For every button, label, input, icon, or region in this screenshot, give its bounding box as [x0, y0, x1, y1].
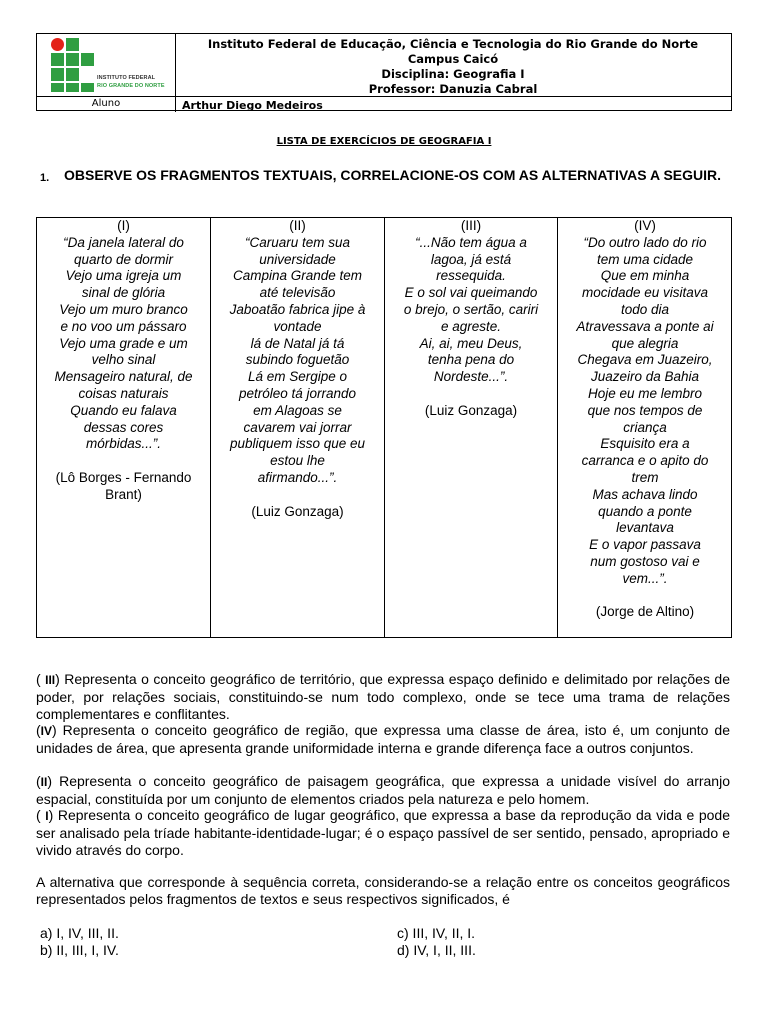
answer-mark[interactable]: I	[45, 809, 49, 823]
fragment-line: Campina Grande tem	[232, 268, 363, 284]
concept-item: ( I) Representa o conceito geográfico de lugar geográfico, que expressa a base da reprodução da vida e pode ser analisado pela tríade habitante-identidade-lugar; é o espaço passível de ser sentido, pensado, apropriado e vivido através do corpo.	[36, 807, 730, 858]
fragment-line: E o vapor passava	[589, 537, 701, 553]
question-instruction: A alternativa que corresponde à sequência correta, considerando-se a relação entre os conceitos geográficos representados pelos fragmentos de textos e seus respectivos significados, é	[36, 874, 730, 907]
fragment-line: “Da janela lateral do	[63, 234, 184, 250]
fragment-line: mórbidas...”.	[85, 436, 162, 452]
fragment-line: o brejo, o sertão, cariri	[403, 301, 539, 317]
professor-name: Professor: Danuzia Cabral	[368, 82, 538, 96]
fragment-line: tenha pena do	[427, 352, 515, 368]
fragment-column-4	[558, 218, 732, 637]
fragment-line: lá de Natal já tá	[250, 335, 345, 351]
page-title: LISTA DE EXERCÍCIOS DE GEOGRAFIA I	[276, 136, 492, 147]
fragment-line: num gostoso vai e	[590, 553, 700, 569]
institution-name: Instituto Federal de Educação, Ciência e Tecnologia do Rio Grande do Norte	[207, 37, 699, 51]
fragment-line: Vejo uma grade e um	[59, 335, 188, 351]
fragment-line: todo dia	[620, 301, 670, 317]
fragment-line: carranca e o apito do	[581, 453, 709, 469]
fragment-label: (IV)	[634, 218, 656, 233]
fragment-line: vem...”.	[622, 570, 668, 586]
answer-mark[interactable]: II	[40, 775, 48, 789]
fragment-line: Quando eu falava	[70, 402, 177, 418]
fragment-line: Lá em Sergipe o	[247, 369, 348, 385]
fragment-line: que alegria	[611, 335, 679, 351]
option-c[interactable]: c) III, IV, II, I.	[397, 925, 476, 941]
concept-item: ( III) Representa o conceito geográfico de território, que expressa espaço definido e delimitado por relações de poder, por relações sociais, constituindo-se num todo complexo, onde se tece uma trama de relações complementares e conflitantes.	[36, 671, 731, 722]
fragment-line: até televisão	[259, 285, 336, 301]
fragment-line: ressequida.	[436, 268, 506, 284]
discipline-name: Disciplina: Geografia I	[381, 67, 525, 81]
fragment-line: Atravessava a ponte ai	[576, 318, 714, 334]
fragment-line: criança	[623, 419, 667, 435]
fragment-label: (I)	[117, 218, 130, 233]
fragment-column-1	[37, 218, 210, 637]
answer-mark[interactable]: III	[45, 673, 56, 687]
logo-red-circle	[51, 38, 64, 51]
fragment-line: dessas cores	[83, 419, 164, 435]
fragment-line: que nos tempos de	[587, 402, 703, 418]
question-number: 1.	[40, 172, 50, 184]
fragment-line: Que em minha	[600, 268, 690, 284]
option-a[interactable]: a) I, IV, III, II.	[40, 925, 119, 941]
fragment-line: “Do outro lado do rio	[583, 234, 707, 250]
fragment-line: sinal de glória	[81, 285, 166, 301]
fragment-line: e agreste.	[440, 318, 502, 334]
fragment-line: Mensageiro natural, de	[54, 369, 193, 385]
fragment-author: (Jorge de Altino)	[595, 604, 695, 620]
fragment-line: coisas naturais	[78, 385, 169, 401]
fragment-line: e no voo um pássaro	[60, 318, 187, 334]
fragment-line: Jaboatão fabrica jipe à	[229, 301, 366, 317]
fragment-label: (II)	[289, 218, 306, 233]
fragment-line: estou lhe	[270, 453, 325, 469]
fragment-line: vontade	[273, 318, 322, 334]
option-d[interactable]: d) IV, I, II, III.	[397, 942, 476, 958]
fragment-author: (Lô Borges - Fernando	[55, 469, 192, 485]
institute-logo	[37, 34, 176, 96]
fragment-line: quando a ponte	[598, 503, 692, 519]
fragment-line: Vejo um muro branco	[59, 301, 188, 317]
fragment-line: publiquem isso que eu	[229, 436, 366, 452]
fragment-line: afirmando...”.	[257, 469, 338, 485]
student-name: Arthur Diego Medeiros	[182, 99, 323, 112]
fragment-line: em Alagoas se	[253, 402, 342, 418]
fragment-line: lagoa, já está	[430, 251, 512, 267]
fragment-line: velho sinal	[91, 352, 156, 368]
fragment-line: E o sol vai queimando	[404, 285, 538, 301]
concept-item: (IV) Representa o conceito geográfico de região, que expressa uma classe de área, isto é, um conjunto de unidades de área, que apresenta grande uniformidade interna e grande diferença face a outros conjuntos.	[36, 722, 730, 756]
fragment-line: “Caruaru tem sua	[244, 234, 351, 250]
fragment-line: quarto de dormir	[73, 251, 174, 267]
fragment-line: levantava	[616, 520, 674, 536]
fragment-line: subindo foguetão	[245, 352, 350, 368]
fragments-table	[36, 217, 732, 638]
fragment-line: Chegava em Juazeiro,	[577, 352, 713, 368]
fragment-label: (III)	[460, 218, 482, 233]
fragment-line: mocidade eu visitava	[581, 285, 709, 301]
fragment-line: tem uma cidade	[596, 251, 694, 267]
fragment-author: (Luiz Gonzaga)	[424, 402, 518, 418]
fragment-line: Vejo uma igreja um	[65, 268, 182, 284]
fragment-line: Ai, ai, meu Deus,	[419, 335, 523, 351]
fragment-line: Juazeiro da Bahia	[590, 369, 700, 385]
fragment-line: cavarem vai jorrar	[243, 419, 352, 435]
campus-name: Campus Caicó	[407, 52, 499, 66]
header-table	[36, 33, 732, 111]
concept-item: (II) Representa o conceito geográfico de paisagem geográfica, que expressa a unidade visível do arranjo espacial, constituída por um conjunto de elementos criados pela natureza e pelo homem.	[36, 773, 730, 807]
student-label: Aluno	[37, 97, 176, 112]
option-b[interactable]: b) II, III, I, IV.	[40, 942, 119, 958]
fragment-line: trem	[631, 469, 659, 485]
fragment-line: Nordeste...”.	[433, 369, 509, 385]
logo-text-institute: INSTITUTO FEDERAL	[97, 75, 156, 81]
fragment-author: Brant)	[105, 486, 142, 502]
logo-text-state: RIO GRANDE DO NORTE	[97, 83, 165, 89]
fragment-line: Mas achava lindo	[592, 486, 698, 502]
fragment-line: petróleo tá jorrando	[238, 385, 357, 401]
fragment-column-3	[385, 218, 557, 637]
question-prompt: OBSERVE OS FRAGMENTOS TEXTUAIS, CORRELACIONE-OS COM AS ALTERNATIVAS A SEGUIR.	[64, 167, 722, 183]
fragment-line: universidade	[259, 251, 336, 267]
fragment-author: (Luiz Gonzaga)	[251, 503, 344, 519]
fragment-line: Esquisito era a	[600, 436, 690, 452]
student-row	[37, 96, 731, 112]
fragment-line: “...Não tem água a	[415, 234, 527, 250]
fragment-column-2	[211, 218, 384, 637]
header-info	[175, 34, 731, 96]
answer-mark[interactable]: IV	[40, 724, 53, 738]
fragment-line: Hoje eu me lembro	[587, 385, 703, 401]
